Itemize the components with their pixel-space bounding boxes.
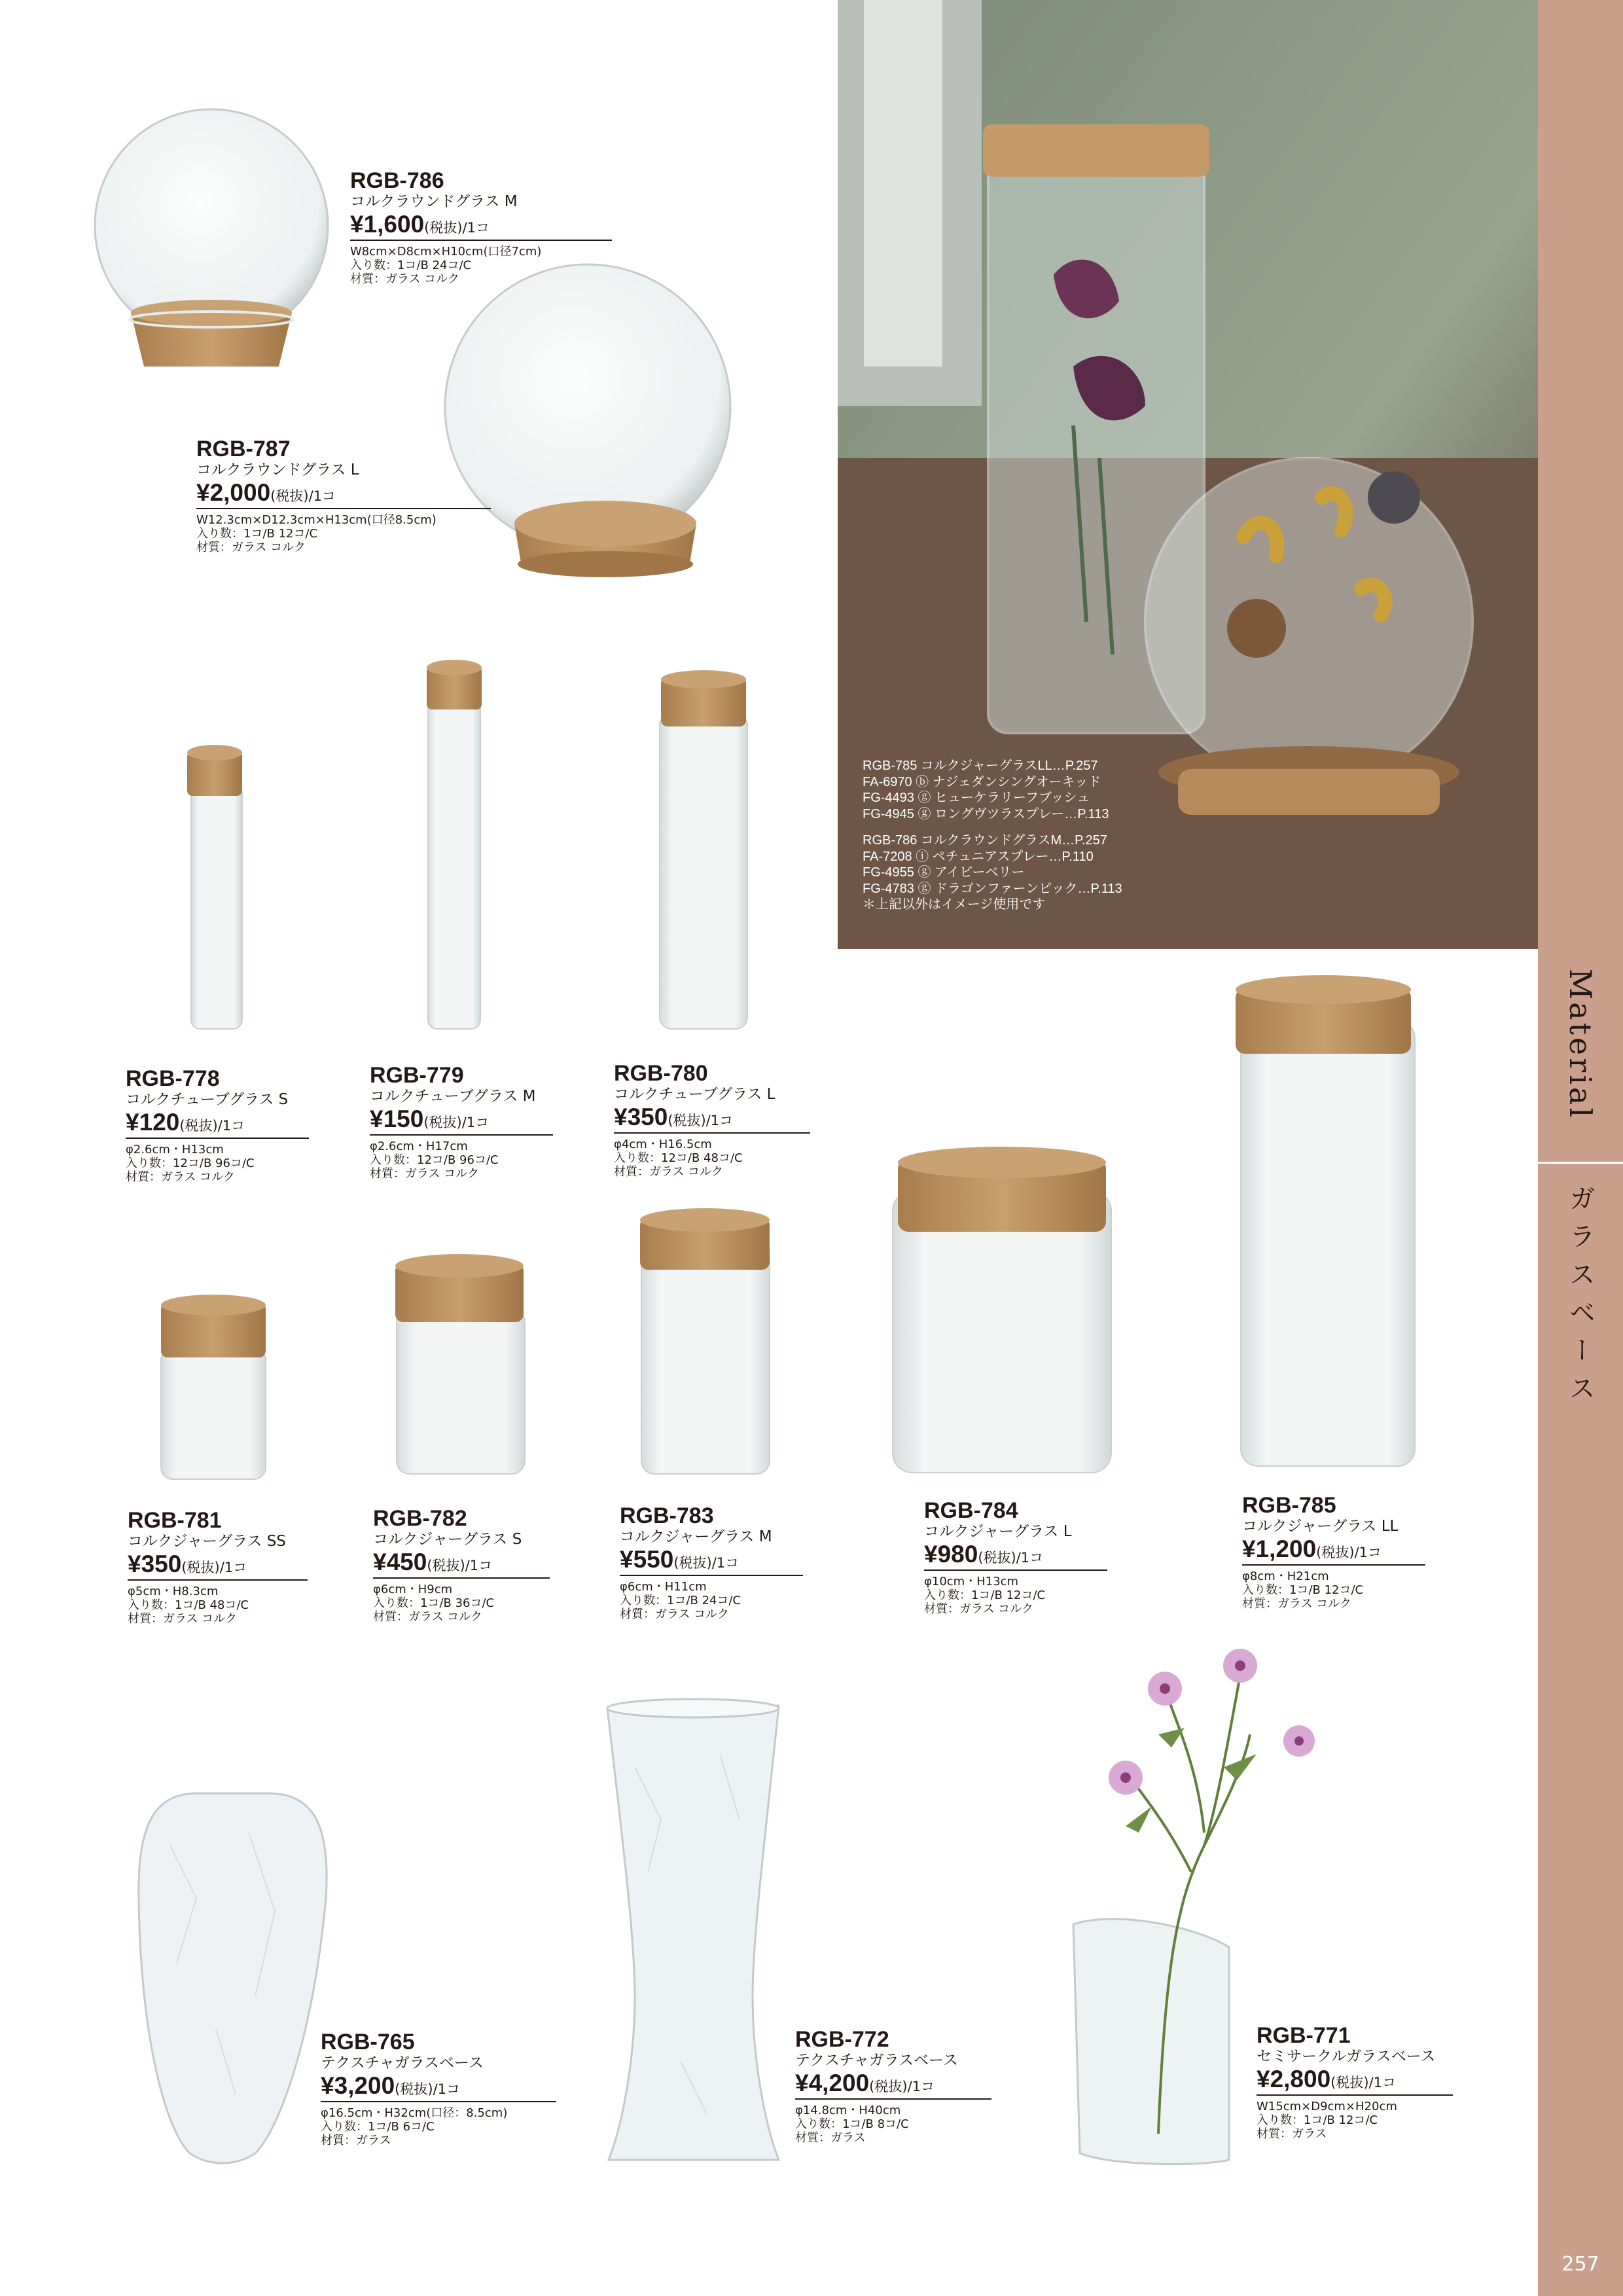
product-quantity: 入り数：1コ/B 12コ/C: [1257, 2113, 1378, 2127]
product-size: φ6cm・H9cm: [373, 1583, 453, 1596]
product-name: テクスチャガラスベース: [795, 2052, 958, 2069]
caption-line: FG-4493 ⓖ ヒューケラリーフブッシュ: [863, 791, 1090, 805]
product-code: RGB-771: [1257, 2023, 1351, 2048]
product-material: 材質：ガラス: [795, 2131, 866, 2145]
product-image-rgb-765: [139, 1793, 327, 2163]
unit-note: /1コ: [465, 1558, 493, 1573]
tax-note: (税抜): [270, 488, 309, 504]
product-name: コルクチューブグラス S: [126, 1091, 289, 1108]
unit-note: /1コ: [461, 1115, 490, 1130]
unit-note: /1コ: [217, 1118, 245, 1134]
unit-note: /1コ: [219, 1560, 247, 1575]
tax-note: (税抜): [395, 2081, 433, 2097]
product-size: φ2.6cm・H13cm: [126, 1143, 224, 1157]
product-code: RGB-772: [795, 2027, 889, 2052]
product-size: φ2.6cm・H17cm: [370, 1139, 468, 1153]
tax-note: (税抜): [179, 1118, 218, 1134]
product-price: ¥350: [614, 1103, 668, 1130]
product-rgb-779: [370, 1064, 553, 1181]
product-material: 材質：ガラス コルク: [1242, 1597, 1351, 1611]
product-name: コルクラウンドグラス L: [196, 461, 359, 478]
product-quantity: 入り数：1コ/B 24コ/C: [620, 1594, 741, 1607]
product-code: RGB-778: [126, 1066, 220, 1091]
product-size: W12.3cm×D12.3cm×H13cm(口径8.5cm): [196, 513, 437, 527]
product-image-rgb-785: [1236, 975, 1415, 1466]
caption-line: RGB-785 コルクジャーグラスLL…P.257: [863, 759, 1098, 773]
caption-line: FG-4955 ⓖ アイビーベリー: [863, 865, 1025, 880]
unit-note: /1コ: [462, 220, 490, 236]
product-image-rgb-778: [187, 745, 242, 1029]
product-rgb-784: [924, 1499, 1107, 1616]
product-rgb-785: [1242, 1494, 1425, 1611]
product-rgb-782: [373, 1507, 550, 1624]
product-name: コルクジャーグラス M: [620, 1528, 772, 1545]
tax-note: (税抜): [673, 1555, 712, 1571]
product-quantity: 入り数：12コ/B 96コ/C: [126, 1157, 255, 1170]
caption-line: FG-4945 ⓖ ロングヴツラスプレー…P.113: [863, 806, 1109, 821]
tax-note: (税抜): [181, 1560, 220, 1575]
product-material: 材質：ガラス コルク: [924, 1602, 1033, 1616]
tax-note: (税抜): [668, 1113, 706, 1128]
product-quantity: 入り数：1コ/B 12コ/C: [1242, 1583, 1364, 1597]
product-code: RGB-783: [620, 1503, 714, 1528]
tax-note: (税抜): [423, 1115, 462, 1130]
product-image-rgb-781: [161, 1295, 266, 1479]
product-quantity: 入り数：1コ/B 24コ/C: [350, 259, 472, 272]
caption-line: FA-6970 ⓑ ナジェダンシングオーキッド: [863, 774, 1101, 789]
product-price: ¥350: [128, 1551, 182, 1577]
tax-note: (税抜): [869, 2079, 908, 2094]
product-price: ¥450: [373, 1549, 427, 1575]
product-material: 材質：ガラス コルク: [370, 1167, 479, 1181]
product-name: コルクジャーグラス SS: [128, 1533, 286, 1550]
product-material: 材質：ガラス コルク: [373, 1610, 482, 1624]
product-image-rgb-780: [660, 670, 747, 1029]
product-image-rgb-772: [607, 1699, 779, 2160]
unit-note: /1コ: [1016, 1550, 1044, 1566]
product-code: RGB-784: [924, 1498, 1018, 1523]
product-quantity: 入り数：1コ/B 12コ/C: [196, 527, 318, 541]
product-code: RGB-781: [128, 1508, 222, 1533]
product-size: W8cm×D8cm×H10cm(口径7cm): [350, 245, 542, 259]
product-price: ¥980: [924, 1541, 978, 1568]
product-name: コルクジャーグラス LL: [1242, 1518, 1399, 1535]
product-price: ¥2,000: [196, 479, 271, 506]
product-name: コルクジャーグラス L: [924, 1523, 1072, 1540]
side-material-label: Material: [1563, 969, 1598, 1121]
product-name: コルクジャーグラス S: [373, 1531, 522, 1548]
product-rgb-765: [321, 2030, 556, 2147]
product-name: コルクチューブグラス L: [614, 1086, 776, 1103]
unit-note: /1コ: [433, 2081, 460, 2097]
product-material: 材質：ガラス コルク: [350, 272, 459, 286]
unit-note: /1コ: [705, 1113, 734, 1128]
product-material: 材質：ガラス コルク: [126, 1170, 235, 1184]
product-size: W15cm×D9cm×H20cm: [1257, 2100, 1397, 2113]
side-category-label: ガラスベース: [1565, 1185, 1596, 1412]
product-size: φ4cm・H16.5cm: [614, 1138, 712, 1151]
unit-note: /1コ: [711, 1555, 740, 1571]
product-quantity: 入り数：12コ/B 96コ/C: [370, 1153, 499, 1167]
product-rgb-780: [614, 1062, 810, 1179]
product-size: φ10cm・H13cm: [924, 1575, 1019, 1588]
tax-note: (税抜): [424, 220, 463, 236]
tax-note: (税抜): [1316, 1545, 1355, 1560]
product-image-rgb-786: [95, 109, 328, 367]
product-name: コルクラウンドグラス M: [350, 193, 518, 210]
product-size: φ5cm・H8.3cm: [128, 1585, 219, 1598]
tax-note: (税抜): [427, 1558, 465, 1573]
product-quantity: 入り数：1コ/B 8コ/C: [795, 2117, 909, 2131]
caption-line: RGB-786 コルクラウンドグラスM…P.257: [863, 833, 1107, 848]
product-price: ¥120: [126, 1109, 180, 1136]
product-material: 材質：ガラス コルク: [614, 1165, 723, 1179]
product-name: テクスチャガラスベース: [321, 2054, 484, 2072]
product-price: ¥550: [620, 1546, 674, 1573]
unit-note: /1コ: [907, 2079, 935, 2094]
unit-note: /1コ: [1354, 1545, 1382, 1560]
product-material: 材質：ガラス: [1257, 2127, 1327, 2141]
photo-caption: [863, 758, 1122, 913]
product-code: RGB-787: [196, 437, 291, 461]
caption-line: FG-4783 ⓖ ドラゴンファーンピック…P.113: [863, 881, 1122, 896]
product-code: RGB-786: [350, 168, 444, 193]
product-image-rgb-783: [640, 1208, 770, 1474]
product-material: 材質：ガラス コルク: [196, 541, 306, 554]
caption-line: FA-7208 ⓘ ペチュニアスプレー…P.110: [863, 849, 1094, 864]
product-image-rgb-779: [427, 660, 482, 1029]
product-price: ¥1,200: [1242, 1535, 1317, 1562]
product-quantity: 入り数：1コ/B 48コ/C: [128, 1598, 249, 1612]
product-image-rgb-784: [893, 1147, 1111, 1473]
product-price: ¥3,200: [321, 2072, 395, 2099]
product-price: ¥150: [370, 1105, 424, 1132]
product-rgb-772: [795, 2028, 991, 2145]
product-name: コルクチューブグラス M: [370, 1088, 536, 1105]
product-rgb-783: [620, 1504, 803, 1621]
product-quantity: 入り数：12コ/B 48コ/C: [614, 1151, 743, 1165]
unit-note: /1コ: [1368, 2075, 1396, 2090]
product-price: ¥1,600: [350, 211, 425, 238]
product-material: 材質：ガラス コルク: [620, 1607, 729, 1621]
product-rgb-781: [128, 1509, 308, 1626]
product-quantity: 入り数：1コ/B 12コ/C: [924, 1588, 1046, 1602]
product-price: ¥4,200: [795, 2070, 870, 2096]
product-size: φ14.8cm・H40cm: [795, 2104, 901, 2117]
product-rgb-778: [126, 1067, 309, 1184]
product-rgb-787: [196, 437, 491, 554]
product-price: ¥2,800: [1257, 2066, 1331, 2092]
tax-note: (税抜): [1330, 2075, 1369, 2090]
product-code: RGB-782: [373, 1506, 467, 1531]
product-code: RGB-780: [614, 1061, 708, 1086]
product-size: φ8cm・H21cm: [1242, 1570, 1329, 1583]
product-quantity: 入り数：1コ/B 36コ/C: [373, 1596, 495, 1610]
product-image-rgb-782: [395, 1254, 525, 1474]
tax-note: (税抜): [978, 1550, 1016, 1566]
caption-note: ＊上記以外はイメージ使用です: [863, 897, 1046, 912]
product-code: RGB-765: [321, 2030, 415, 2054]
side-band: [1538, 0, 1623, 2296]
unit-note: /1コ: [308, 488, 336, 504]
product-quantity: 入り数：1コ/B 6コ/C: [321, 2120, 435, 2134]
product-code: RGB-785: [1242, 1493, 1336, 1518]
product-material: 材質：ガラス: [321, 2134, 391, 2147]
product-material: 材質：ガラス コルク: [128, 1612, 237, 1626]
product-rgb-771: [1257, 2024, 1453, 2141]
product-rgb-786: [350, 169, 612, 286]
product-size: φ6cm・H11cm: [620, 1580, 707, 1594]
side-divider: [1538, 1162, 1623, 1164]
product-code: RGB-779: [370, 1063, 464, 1088]
product-size: φ16.5cm・H32cm(口径：8.5cm): [321, 2106, 508, 2120]
product-name: セミサークルガラスベース: [1257, 2048, 1436, 2065]
page-number: 257: [1561, 2253, 1599, 2276]
